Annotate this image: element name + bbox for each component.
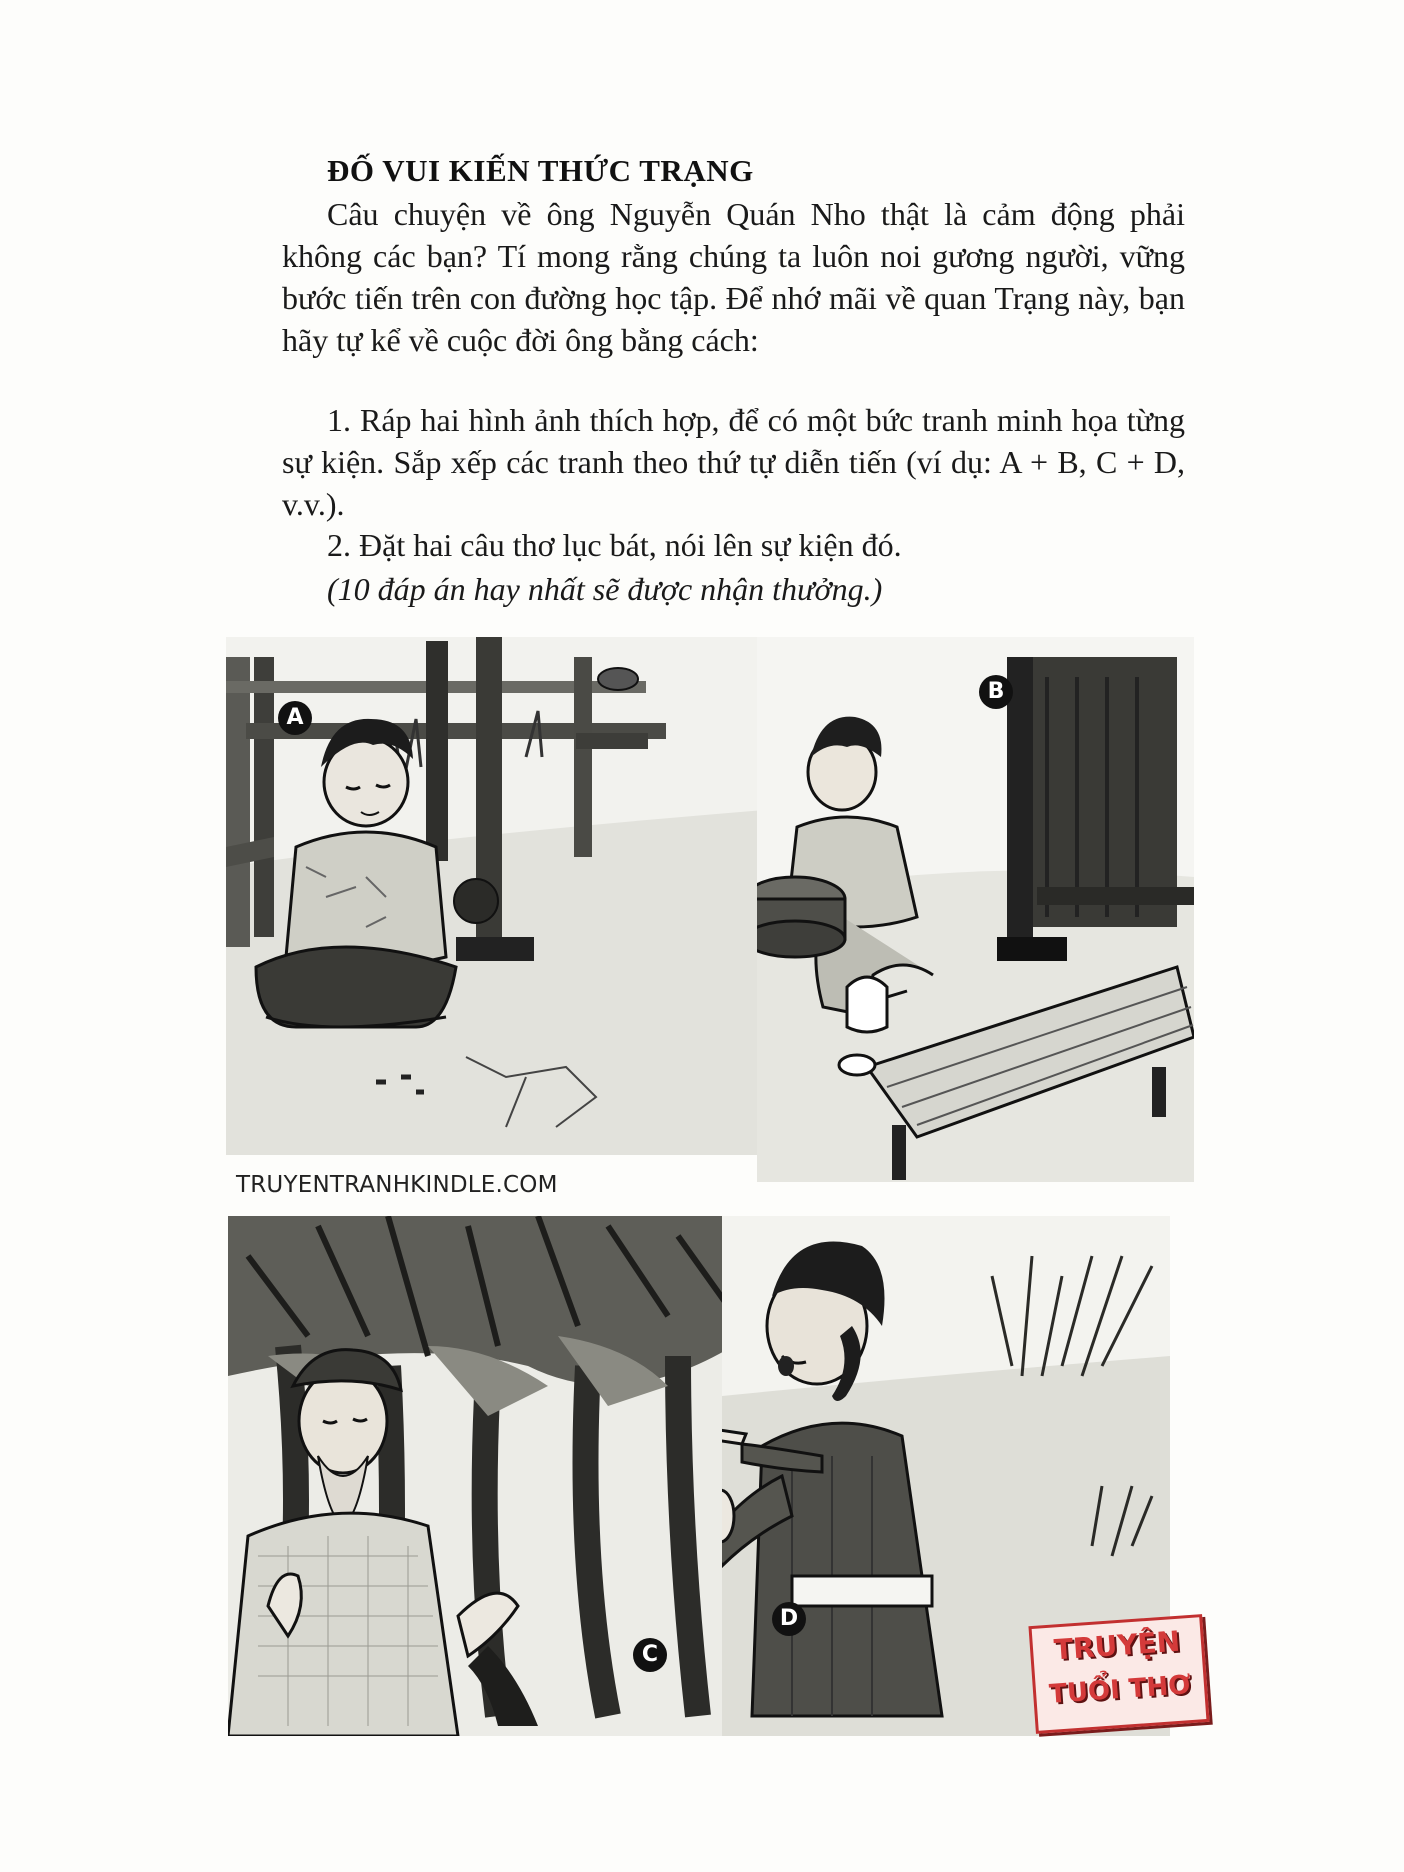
instruction-item-2 (282, 524, 1185, 566)
panel-d-label: D (772, 1602, 806, 1636)
item-1-text: 1. Ráp hai hình ảnh thích hợp, để có một bức tranh minh họa từng sự kiện. Sắp xếp các tranh theo thứ tự diễn tiến (ví dụ: A + B, C + D, v.v.). (282, 402, 1185, 522)
panel-a-label: A (278, 701, 312, 735)
illustration-panel-b (757, 637, 1194, 1182)
item-2-text: 2. Đặt hai câu thơ lục bát, nói lên sự kiện đó. (327, 527, 902, 563)
boy-in-yard-illustration (226, 637, 801, 1155)
publisher-logo (1028, 1614, 1209, 1734)
boy-with-mortar-illustration (757, 637, 1194, 1182)
logo-line-1: TRUYỆN (1052, 1624, 1182, 1667)
site-watermark: TRUYENTRANHKINDLE.COM (236, 1172, 558, 1198)
panel-b-label: B (979, 675, 1013, 709)
prize-note-text: (10 đáp án hay nhất sẽ được nhận thưởng.) (327, 571, 883, 607)
illustration-panel-c (228, 1216, 749, 1736)
prize-note (327, 568, 1230, 610)
logo-line-2: TUỔI THƠ (1048, 1670, 1192, 1710)
panel-c-label: C (633, 1638, 667, 1672)
illustration-panel-a (226, 637, 801, 1155)
old-mandarin-illustration (228, 1216, 749, 1736)
instruction-item-1 (282, 399, 1185, 525)
page-title: ĐỐ VUI KIẾN THỨC TRẠNG (327, 153, 754, 188)
intro-text: Câu chuyện về ông Nguyễn Quán Nho thật là cảm động phải không các bạn? Tí mong rằng chúng ta luôn noi gương người, vững bước tiến trên con đường học tập. Để nhớ mãi về quan Trạng này, bạn hãy tự kể về cuộc đời ông bằng cách: (282, 196, 1185, 358)
intro-paragraph (282, 193, 1185, 361)
